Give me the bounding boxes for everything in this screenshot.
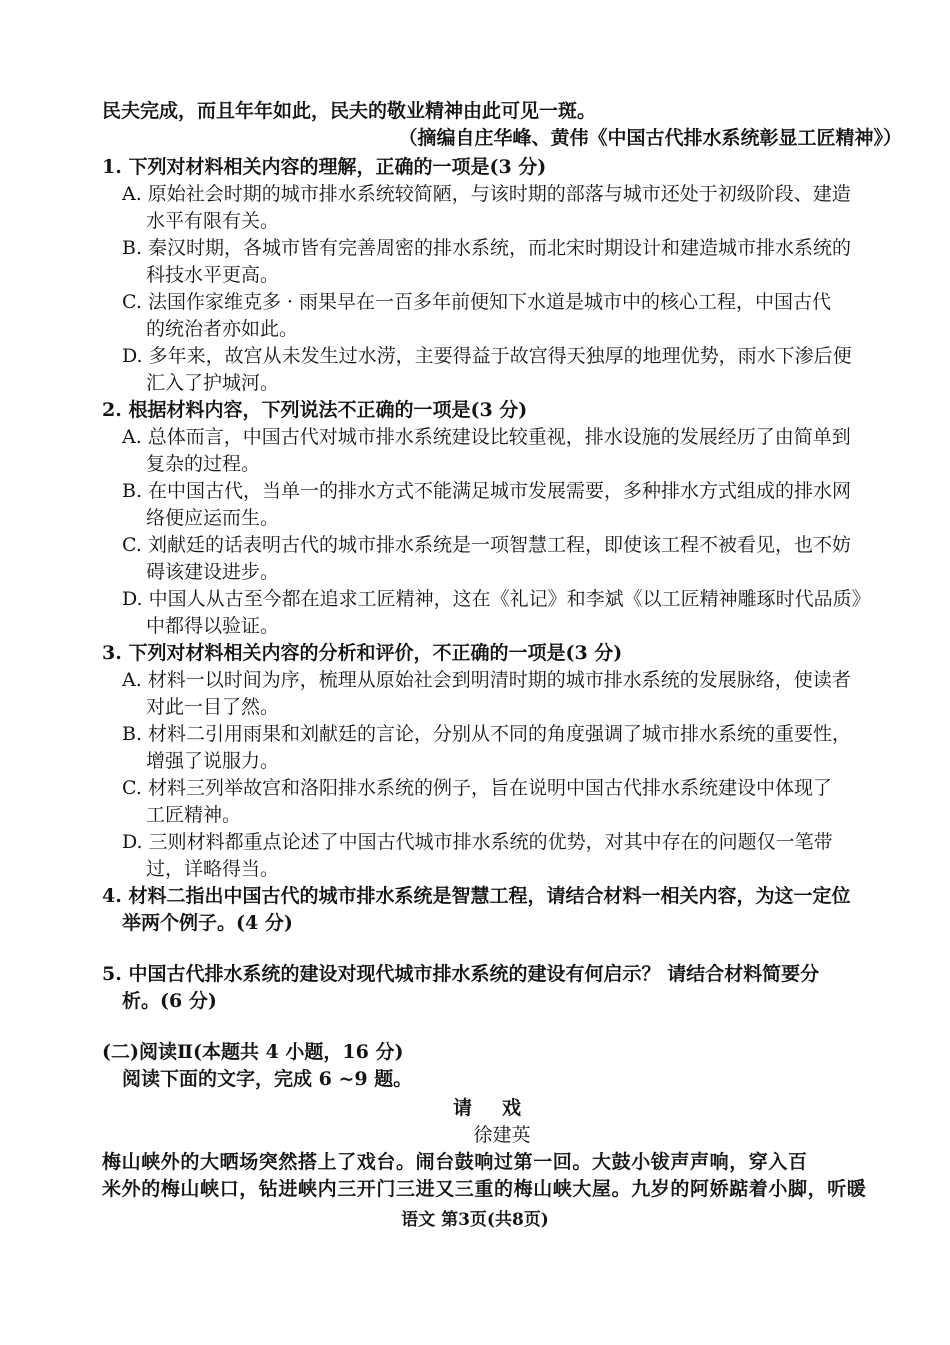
question-3: [102, 640, 902, 883]
option-c-cont: 的统治者亦如此。: [146, 318, 299, 340]
question-4-line-2: 举两个例子。(4 分): [122, 912, 293, 934]
option-a-cont: 复杂的过程。: [146, 453, 261, 475]
option-d: D. 多年来，故宫从未发生过水涝，主要得益于故宫得天独厚的地理优势，雨水下渗后便: [122, 345, 852, 367]
option-d-cont: 中都得以验证。: [146, 615, 280, 637]
option-c: C. 刘献廷的话表明古代的城市排水系统是一项智慧工程，即使该工程不被看见，也不妨: [122, 534, 851, 556]
answer-space: [102, 937, 902, 961]
option-c: C. 法国作家维克多 · 雨果早在一百多年前便知下水道是城市中的核心工程，中国古代: [122, 291, 832, 313]
option-a: A. 原始社会时期的城市排水系统较简陋，与该时期的部落与城市还处于初级阶段、建造: [122, 183, 851, 205]
question-5: [102, 961, 902, 1015]
story-line-1: 梅山峡外的大晒场突然搭上了戏台。闹台鼓响过第一回。大鼓小钹声声响，穿入百: [102, 1151, 808, 1173]
option-a: A. 总体而言，中国古代对城市排水系统建设比较重视，排水设施的发展经历了由简单到: [122, 426, 851, 448]
option-d: D. 中国人从古至今都在追求工匠精神，这在《礼记》和李斌《以工匠精神雕琢时代品质》: [122, 588, 871, 610]
section-2-instruction: 阅读下面的文字，完成 6 ~9 题。: [122, 1068, 413, 1090]
option-b-cont: 增强了说服力。: [146, 750, 280, 772]
option-b: B. 在中国古代，当单一的排水方式不能满足城市发展需要，多种排水方式组成的排水网: [122, 480, 852, 502]
option-b: B. 材料二引用雨果和刘献廷的言论，分别从不同的角度强调了城市排水系统的重要性，: [122, 723, 852, 745]
option-c-cont: 工匠精神。: [146, 804, 242, 826]
question-2: [102, 397, 902, 640]
option-a-cont: 对此一目了然。: [146, 696, 280, 718]
question-stem: 3. 下列对材料相关内容的分析和评价，不正确的一项是(3 分): [102, 642, 623, 664]
option-b-cont: 络便应运而生。: [146, 507, 280, 529]
option-d-cont: 过，详略得当。: [146, 858, 280, 880]
option-a-cont: 水平有限有关。: [146, 210, 280, 232]
story-line-2: 米外的梅山峡口，钻进峡内三开门三进又三重的梅山峡大屋。九岁的阿娇踮着小脚，听暖: [102, 1178, 867, 1200]
story-author: 徐建英: [473, 1124, 531, 1146]
page-footer: 语文 第3页(共8页): [401, 1210, 549, 1230]
intro-line: 民夫完成，而且年年如此，民夫的敬业精神由此可见一斑。: [102, 100, 597, 122]
option-c-cont: 碍该建设进步。: [146, 561, 280, 583]
option-c: C. 材料三列举故宫和洛阳排水系统的例子，旨在说明中国古代排水系统建设中体现了: [122, 777, 832, 799]
section-2-heading: (二)阅读Ⅱ(本题共 4 小题，16 分): [102, 1041, 404, 1063]
question-4: [102, 883, 902, 937]
question-stem: 2. 根据材料内容，下列说法不正确的一项是(3 分): [102, 399, 528, 421]
page-content: [102, 98, 902, 1203]
question-4-line-1: 4. 材料二指出中国古代的城市排水系统是智慧工程，请结合材料一相关内容，为这一定位: [102, 885, 851, 907]
source-citation: （摘编自庄华峰、黄伟《中国古代排水系统彰显工匠精神》）: [398, 127, 902, 149]
question-list: [102, 154, 902, 883]
story-title: 请戏: [452, 1097, 551, 1119]
question-5-line-1: 5. 中国古代排水系统的建设对现代城市排水系统的建设有何启示？ 请结合材料简要分: [102, 963, 820, 985]
question-1: [102, 154, 902, 397]
question-5-line-2: 析。(6 分): [122, 990, 217, 1012]
question-stem: 1. 下列对材料相关内容的理解，正确的一项是(3 分): [102, 156, 547, 178]
option-d: D. 三则材料都重点论述了中国古代城市排水系统的优势，对其中存在的问题仅一笔带: [122, 831, 833, 853]
section-gap: [102, 1015, 902, 1039]
option-d-cont: 汇入了护城河。: [146, 372, 280, 394]
option-a: A. 材料一以时间为序，梳理从原始社会到明清时期的城市排水系统的发展脉络，使读者: [122, 669, 851, 691]
option-b-cont: 科技水平更高。: [146, 264, 280, 286]
option-b: B. 秦汉时期，各城市皆有完善周密的排水系统，而北宋时期设计和建造城市排水系统的: [122, 237, 852, 259]
